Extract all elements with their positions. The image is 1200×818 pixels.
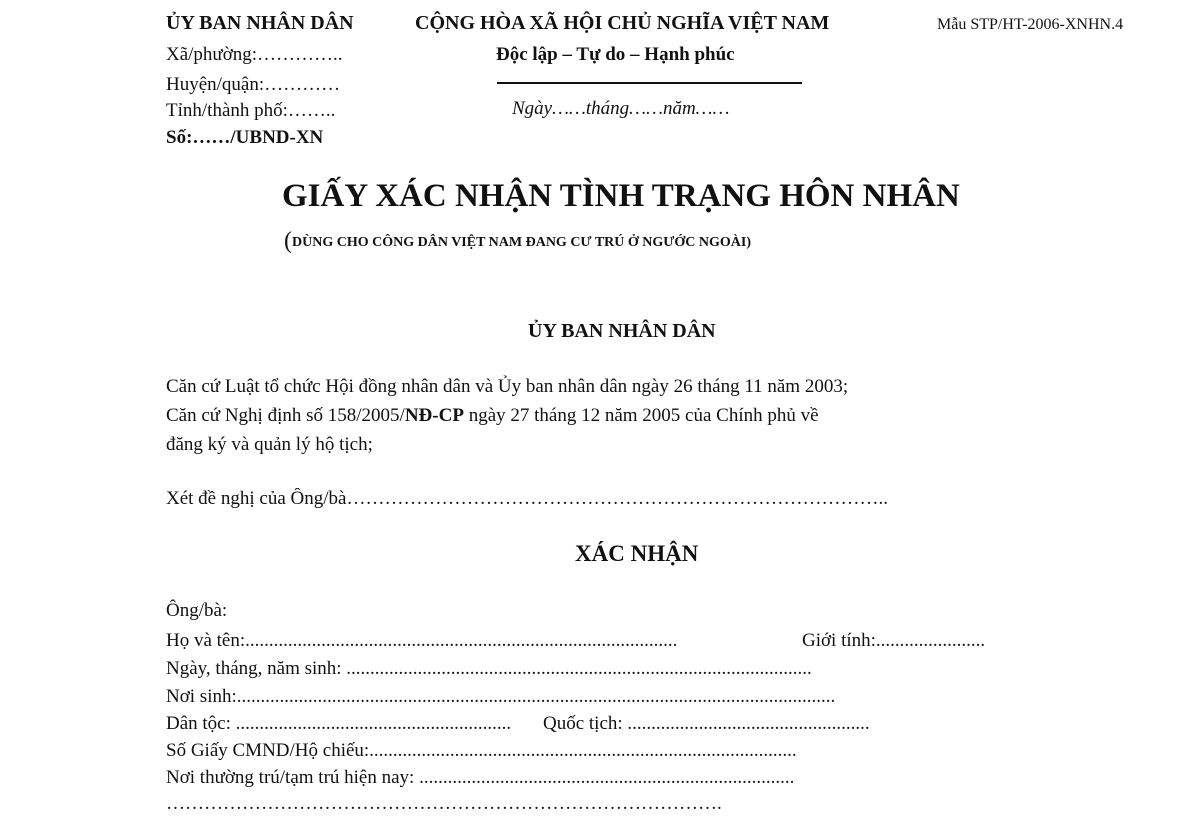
request-line: Xét đề nghị của Ông/bà………………………………………………………………………….. bbox=[166, 488, 888, 509]
province-field: Tỉnh/thành phố:…….. bbox=[166, 100, 336, 121]
document-subtitle bbox=[284, 228, 751, 255]
district-field: Huyện/quận:………… bbox=[166, 74, 341, 95]
issuer-heading: ỦY BAN NHÂN DÂN bbox=[528, 320, 716, 342]
gender-field: Giới tính:....................... bbox=[802, 630, 986, 651]
full-name-field: Họ và tên:........................................................................................... bbox=[166, 630, 678, 651]
republic-name: CỘNG HÒA XÃ HỘI CHỦ NGHĨA VIỆT NAM bbox=[415, 12, 830, 34]
subtitle-text: DÙNG CHO CÔNG DÂN VIỆT NAM ĐANG CƯ TRÚ Ở NGƯỚC NGOÀI bbox=[292, 235, 747, 250]
date-line: Ngày……tháng……năm…… bbox=[512, 98, 730, 119]
document-number: Số:……/UBND-XN bbox=[166, 127, 324, 148]
person-label: Ông/bà: bbox=[166, 600, 228, 621]
nationality-field: Quốc tịch: ................................................... bbox=[543, 713, 870, 734]
national-motto: Độc lập – Tự do – Hạnh phúc bbox=[496, 44, 735, 65]
basis-line-2-start: Căn cứ Nghị định số 158/2005/ bbox=[166, 405, 405, 426]
ethnicity-field: Dân tộc: .......................................................... bbox=[166, 713, 512, 734]
document-title: GIẤY XÁC NHẬN TÌNH TRẠNG HÔN NHÂN bbox=[282, 178, 960, 214]
ward-field: Xã/phường:………….. bbox=[166, 44, 343, 65]
basis-decree-code: NĐ-CP bbox=[404, 405, 464, 426]
basis-line-2-end: ngày 27 tháng 12 năm 2005 của Chính phủ về bbox=[463, 405, 819, 426]
date-of-birth-field: Ngày, tháng, năm sinh: .................................................................................................. bbox=[166, 658, 812, 679]
subtitle-close-paren: ) bbox=[746, 235, 752, 250]
residence-field: Nơi thường trú/tạm trú hiện nay: ............................................................................... bbox=[166, 767, 795, 788]
basis-line-3: đăng ký và quản lý hộ tịch; bbox=[166, 434, 373, 455]
form-code: Mẫu STP/HT-2006-XNHN.4 bbox=[937, 16, 1124, 33]
birthplace-field: Nơi sinh:.............................................................................................................................. bbox=[166, 686, 836, 707]
id-document-field: Số Giấy CMND/Hộ chiếu:.......................................................................................... bbox=[166, 740, 797, 761]
confirm-heading: XÁC NHẬN bbox=[575, 541, 699, 566]
basis-line-2 bbox=[166, 405, 819, 427]
residence-continuation: ……………………………………………………………………………. bbox=[166, 793, 722, 814]
subtitle-open-paren: ( bbox=[284, 228, 292, 254]
basis-line-1: Căn cứ Luật tổ chức Hội đồng nhân dân và Ủy ban nhân dân ngày 26 tháng 11 năm 2003; bbox=[166, 376, 849, 397]
motto-underline bbox=[497, 82, 802, 84]
issuing-agency: ỦY BAN NHÂN DÂN bbox=[166, 12, 354, 34]
